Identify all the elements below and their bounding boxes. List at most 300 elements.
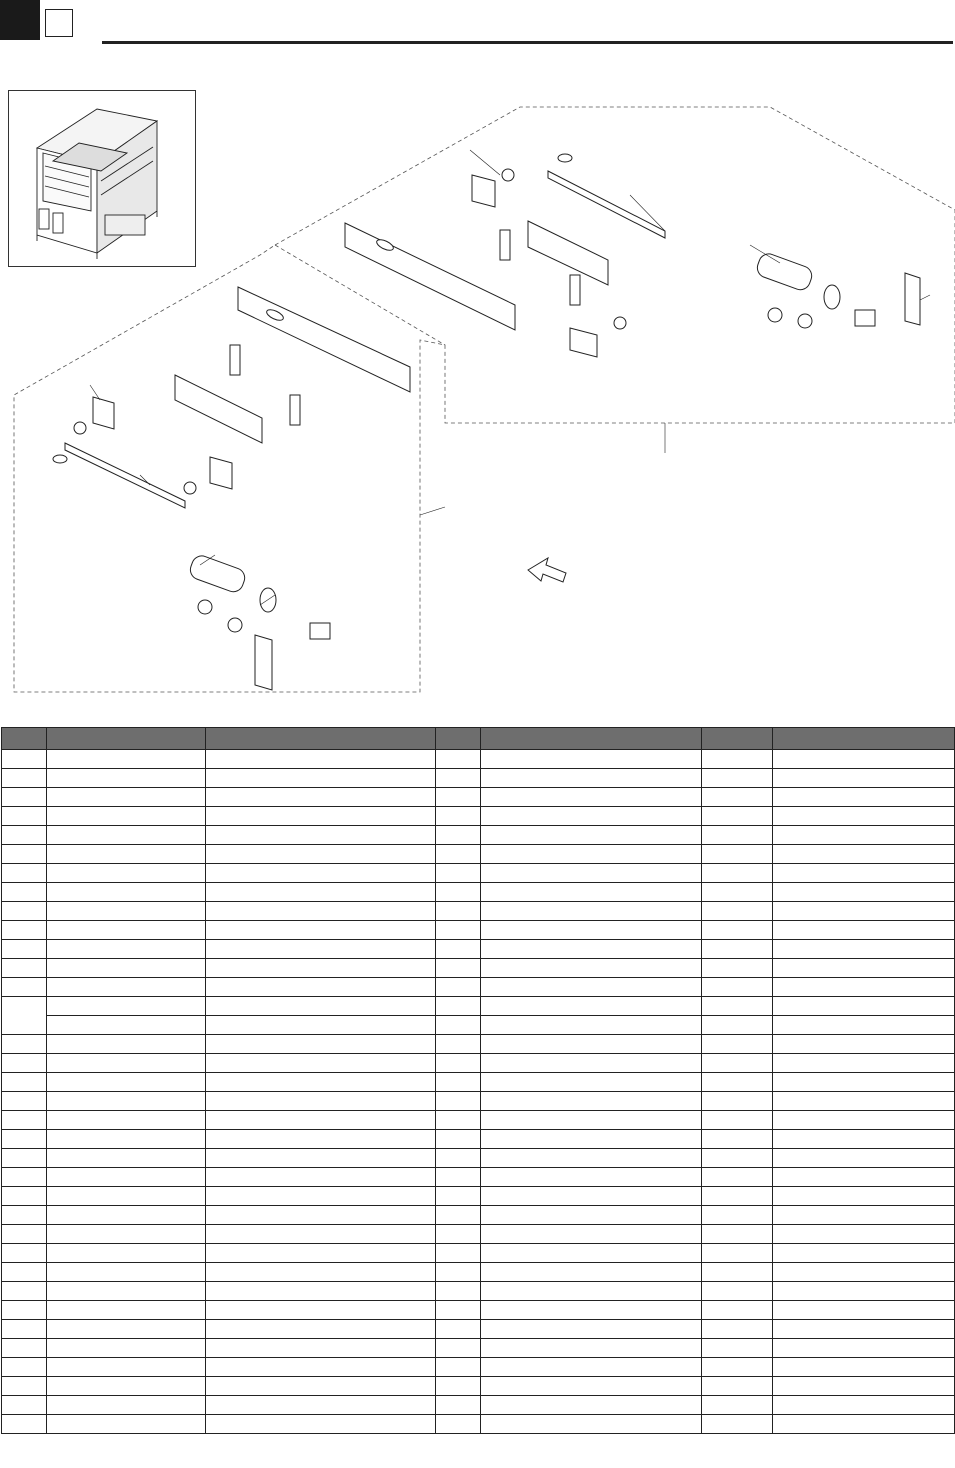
table-cell <box>481 1377 702 1396</box>
table-cell <box>206 1054 436 1073</box>
table-cell <box>481 1415 702 1434</box>
table-cell <box>206 1149 436 1168</box>
table-row <box>2 1092 955 1111</box>
table-cell <box>206 1244 436 1263</box>
table-cell <box>436 1339 481 1358</box>
table-cell <box>436 1415 481 1434</box>
table-cell <box>47 1396 206 1415</box>
table-cell <box>773 1225 955 1244</box>
table-cell <box>773 788 955 807</box>
table-cell <box>2 864 47 883</box>
table-cell <box>436 1244 481 1263</box>
table-row <box>2 1377 955 1396</box>
table-row <box>2 845 955 864</box>
table-cell <box>481 1225 702 1244</box>
table-row <box>2 1111 955 1130</box>
table-cell <box>481 788 702 807</box>
table-cell <box>206 845 436 864</box>
table-cell <box>47 1358 206 1377</box>
table-cell <box>702 883 773 902</box>
table-cell <box>702 1092 773 1111</box>
table-cell <box>702 1320 773 1339</box>
table-cell <box>206 1396 436 1415</box>
table-cell <box>47 997 206 1016</box>
table-row <box>2 997 955 1016</box>
table-cell <box>773 826 955 845</box>
table-cell <box>773 1130 955 1149</box>
table-cell <box>436 1035 481 1054</box>
table-cell <box>47 769 206 788</box>
subsection-box <box>45 9 73 37</box>
table-row <box>2 902 955 921</box>
table-header-row <box>2 728 955 750</box>
table-cell <box>47 902 206 921</box>
table-cell <box>206 997 436 1016</box>
table-cell <box>773 959 955 978</box>
table-cell <box>481 959 702 978</box>
table-cell <box>206 1168 436 1187</box>
table-cell <box>773 769 955 788</box>
table-cell <box>436 1092 481 1111</box>
table-cell <box>206 1206 436 1225</box>
table-cell <box>2 1206 47 1225</box>
table-cell <box>773 1092 955 1111</box>
column-header-part-number <box>47 728 206 750</box>
column-header-remarks <box>773 728 955 750</box>
table-cell <box>773 864 955 883</box>
table-cell <box>436 902 481 921</box>
table-cell <box>206 1415 436 1434</box>
table-cell <box>436 978 481 997</box>
table-cell <box>481 1396 702 1415</box>
table-cell <box>773 1396 955 1415</box>
parts-table-body <box>2 750 955 1434</box>
table-cell <box>773 902 955 921</box>
table-cell <box>702 902 773 921</box>
table-cell <box>206 1073 436 1092</box>
table-cell <box>773 1282 955 1301</box>
table-cell <box>47 826 206 845</box>
table-cell <box>2 1244 47 1263</box>
table-cell <box>2 959 47 978</box>
table-cell <box>702 1301 773 1320</box>
table-cell <box>481 1111 702 1130</box>
table-cell <box>702 864 773 883</box>
table-cell <box>2 788 47 807</box>
table-row <box>2 769 955 788</box>
table-cell <box>481 997 702 1016</box>
table-cell <box>2 1339 47 1358</box>
table-cell <box>702 1244 773 1263</box>
table-cell <box>436 1168 481 1187</box>
table-cell <box>702 959 773 978</box>
table-cell <box>2 845 47 864</box>
table-row <box>2 940 955 959</box>
table-cell <box>702 921 773 940</box>
table-cell <box>702 978 773 997</box>
table-cell <box>702 1263 773 1282</box>
table-cell <box>436 788 481 807</box>
table-cell <box>436 1358 481 1377</box>
table-cell <box>47 978 206 997</box>
table-cell <box>2 1092 47 1111</box>
table-cell <box>702 1130 773 1149</box>
table-cell <box>436 1054 481 1073</box>
table-cell <box>436 807 481 826</box>
table-cell <box>2 1035 47 1054</box>
table-cell <box>2 1149 47 1168</box>
exploded-assembly-icon <box>0 95 955 705</box>
table-cell <box>436 997 481 1016</box>
table-cell <box>436 1396 481 1415</box>
column-header-description <box>206 728 436 750</box>
exploded-diagram <box>0 95 955 705</box>
table-cell <box>47 1054 206 1073</box>
table-cell <box>47 807 206 826</box>
table-cell <box>436 864 481 883</box>
table-cell <box>481 902 702 921</box>
table-cell <box>436 750 481 769</box>
table-cell <box>702 1282 773 1301</box>
table-cell <box>436 940 481 959</box>
table-cell <box>2 1073 47 1092</box>
table-cell <box>2 1301 47 1320</box>
table-cell <box>2 921 47 940</box>
table-cell <box>481 1149 702 1168</box>
table-cell <box>702 845 773 864</box>
table-cell <box>773 1358 955 1377</box>
table-row <box>2 1358 955 1377</box>
table-cell <box>47 1301 206 1320</box>
table-cell <box>702 1415 773 1434</box>
column-header-no <box>2 728 47 750</box>
table-cell <box>702 1016 773 1035</box>
table-cell <box>773 921 955 940</box>
table-cell <box>773 1149 955 1168</box>
table-row <box>2 1168 955 1187</box>
table-cell <box>481 1244 702 1263</box>
table-cell <box>206 1339 436 1358</box>
table-cell <box>481 1054 702 1073</box>
table-row <box>2 807 955 826</box>
table-cell <box>47 788 206 807</box>
table-row <box>2 978 955 997</box>
table-cell <box>481 1168 702 1187</box>
table-cell <box>206 883 436 902</box>
table-cell <box>773 845 955 864</box>
table-row <box>2 1225 955 1244</box>
table-cell <box>436 1301 481 1320</box>
table-row <box>2 1415 955 1434</box>
table-cell <box>47 1187 206 1206</box>
table-row <box>2 1035 955 1054</box>
table-row <box>2 1282 955 1301</box>
table-cell <box>47 921 206 940</box>
table-cell <box>47 1320 206 1339</box>
table-cell <box>773 1263 955 1282</box>
table-cell <box>206 1320 436 1339</box>
table-cell <box>206 788 436 807</box>
table-cell <box>436 1149 481 1168</box>
table-cell <box>702 1225 773 1244</box>
table-cell <box>47 1282 206 1301</box>
table-cell <box>481 1339 702 1358</box>
table-cell <box>702 1358 773 1377</box>
table-cell <box>702 1377 773 1396</box>
table-cell <box>436 1111 481 1130</box>
table-cell <box>2 1054 47 1073</box>
table-cell <box>47 1339 206 1358</box>
column-header-qty <box>436 728 481 750</box>
table-cell <box>206 978 436 997</box>
table-cell <box>206 940 436 959</box>
table-cell <box>481 1320 702 1339</box>
table-cell <box>481 845 702 864</box>
table-cell <box>47 750 206 769</box>
table-cell <box>773 1016 955 1035</box>
table-cell <box>206 1358 436 1377</box>
table-cell <box>47 1377 206 1396</box>
table-cell <box>773 997 955 1016</box>
table-cell <box>702 1396 773 1415</box>
table-cell <box>2 978 47 997</box>
table-cell <box>481 826 702 845</box>
parts-table <box>1 727 955 1434</box>
table-cell <box>702 997 773 1016</box>
table-cell <box>47 1415 206 1434</box>
table-cell <box>436 1016 481 1035</box>
table-cell <box>481 1206 702 1225</box>
table-cell <box>47 1263 206 1282</box>
table-cell <box>2 750 47 769</box>
table-cell <box>773 1301 955 1320</box>
table-cell <box>702 750 773 769</box>
table-cell <box>436 1282 481 1301</box>
table-cell <box>481 1301 702 1320</box>
table-cell <box>773 1187 955 1206</box>
table-cell <box>47 1073 206 1092</box>
column-header-unit <box>702 728 773 750</box>
table-cell <box>436 921 481 940</box>
table-cell <box>206 1301 436 1320</box>
table-row <box>2 864 955 883</box>
table-cell <box>773 1073 955 1092</box>
table-cell <box>206 769 436 788</box>
table-cell <box>2 807 47 826</box>
table-row <box>2 1187 955 1206</box>
table-cell <box>2 1377 47 1396</box>
table-cell <box>47 940 206 959</box>
table-cell <box>773 750 955 769</box>
table-cell <box>2 1130 47 1149</box>
table-cell <box>47 1225 206 1244</box>
table-cell <box>206 902 436 921</box>
table-cell <box>2 997 47 1035</box>
table-cell <box>702 807 773 826</box>
table-cell <box>206 1111 436 1130</box>
table-cell <box>481 769 702 788</box>
table-cell <box>773 1244 955 1263</box>
table-cell <box>2 1263 47 1282</box>
table-cell <box>47 1111 206 1130</box>
table-cell <box>481 1016 702 1035</box>
table-cell <box>773 1035 955 1054</box>
table-cell <box>702 1206 773 1225</box>
table-cell <box>2 769 47 788</box>
table-cell <box>47 1130 206 1149</box>
table-cell <box>2 826 47 845</box>
table-cell <box>773 1377 955 1396</box>
table-row <box>2 959 955 978</box>
table-cell <box>773 807 955 826</box>
table-cell <box>702 940 773 959</box>
table-cell <box>481 864 702 883</box>
table-cell <box>481 978 702 997</box>
table-cell <box>702 826 773 845</box>
table-cell <box>436 1263 481 1282</box>
table-cell <box>47 1149 206 1168</box>
table-row <box>2 1149 955 1168</box>
table-cell <box>481 1035 702 1054</box>
table-cell <box>702 1111 773 1130</box>
table-row <box>2 1339 955 1358</box>
table-cell <box>436 1073 481 1092</box>
table-cell <box>206 750 436 769</box>
table-cell <box>47 1016 206 1035</box>
table-cell <box>436 845 481 864</box>
table-cell <box>47 864 206 883</box>
table-cell <box>436 1187 481 1206</box>
table-cell <box>773 1054 955 1073</box>
table-row <box>2 1244 955 1263</box>
table-row <box>2 883 955 902</box>
table-cell <box>702 1339 773 1358</box>
table-row <box>2 921 955 940</box>
table-cell <box>436 1206 481 1225</box>
table-row <box>2 1396 955 1415</box>
table-cell <box>481 1073 702 1092</box>
table-cell <box>481 807 702 826</box>
table-cell <box>436 1225 481 1244</box>
table-cell <box>206 1016 436 1035</box>
table-row <box>2 1016 955 1035</box>
table-row <box>2 1263 955 1282</box>
table-cell <box>206 1035 436 1054</box>
table-cell <box>773 1339 955 1358</box>
table-cell <box>702 1187 773 1206</box>
table-cell <box>481 1130 702 1149</box>
table-cell <box>481 1282 702 1301</box>
table-cell <box>773 1206 955 1225</box>
table-cell <box>206 1187 436 1206</box>
header-rule <box>102 41 953 44</box>
table-cell <box>47 1168 206 1187</box>
table-cell <box>206 959 436 978</box>
table-cell <box>702 769 773 788</box>
table-cell <box>2 1358 47 1377</box>
table-cell <box>47 1206 206 1225</box>
table-cell <box>702 1149 773 1168</box>
table-cell <box>206 1282 436 1301</box>
table-cell <box>47 845 206 864</box>
table-cell <box>206 1092 436 1111</box>
section-tab-marker <box>0 0 40 40</box>
table-cell <box>773 1111 955 1130</box>
table-cell <box>47 1092 206 1111</box>
table-cell <box>2 1415 47 1434</box>
table-cell <box>2 940 47 959</box>
table-cell <box>47 1035 206 1054</box>
table-cell <box>773 1415 955 1434</box>
table-cell <box>206 1263 436 1282</box>
table-cell <box>47 959 206 978</box>
table-cell <box>436 826 481 845</box>
table-cell <box>773 940 955 959</box>
table-cell <box>773 978 955 997</box>
table-cell <box>47 1244 206 1263</box>
table-row <box>2 1073 955 1092</box>
table-cell <box>702 1073 773 1092</box>
table-cell <box>206 807 436 826</box>
table-cell <box>481 1187 702 1206</box>
table-cell <box>2 1225 47 1244</box>
table-cell <box>481 1358 702 1377</box>
table-cell <box>436 959 481 978</box>
table-cell <box>773 883 955 902</box>
table-row <box>2 1130 955 1149</box>
table-cell <box>206 921 436 940</box>
table-cell <box>481 750 702 769</box>
table-cell <box>702 1168 773 1187</box>
table-cell <box>2 1111 47 1130</box>
table-cell <box>436 1377 481 1396</box>
table-row <box>2 826 955 845</box>
table-cell <box>47 883 206 902</box>
table-cell <box>2 902 47 921</box>
table-cell <box>481 883 702 902</box>
table-cell <box>773 1320 955 1339</box>
table-cell <box>2 1320 47 1339</box>
table-row <box>2 750 955 769</box>
table-cell <box>702 1054 773 1073</box>
table-cell <box>2 1396 47 1415</box>
table-row <box>2 1206 955 1225</box>
table-cell <box>436 1320 481 1339</box>
table-cell <box>206 1130 436 1149</box>
table-row <box>2 1320 955 1339</box>
table-cell <box>2 1168 47 1187</box>
table-cell <box>2 1282 47 1301</box>
table-row <box>2 788 955 807</box>
table-row <box>2 1054 955 1073</box>
table-cell <box>436 1130 481 1149</box>
table-cell <box>481 1092 702 1111</box>
table-cell <box>206 864 436 883</box>
table-cell <box>436 883 481 902</box>
table-cell <box>436 769 481 788</box>
column-header-spec <box>481 728 702 750</box>
table-row <box>2 1301 955 1320</box>
table-cell <box>206 826 436 845</box>
table-cell <box>2 1187 47 1206</box>
table-cell <box>702 1035 773 1054</box>
table-cell <box>773 1168 955 1187</box>
table-cell <box>206 1377 436 1396</box>
table-cell <box>481 1263 702 1282</box>
table-cell <box>481 940 702 959</box>
table-cell <box>206 1225 436 1244</box>
table-cell <box>702 788 773 807</box>
